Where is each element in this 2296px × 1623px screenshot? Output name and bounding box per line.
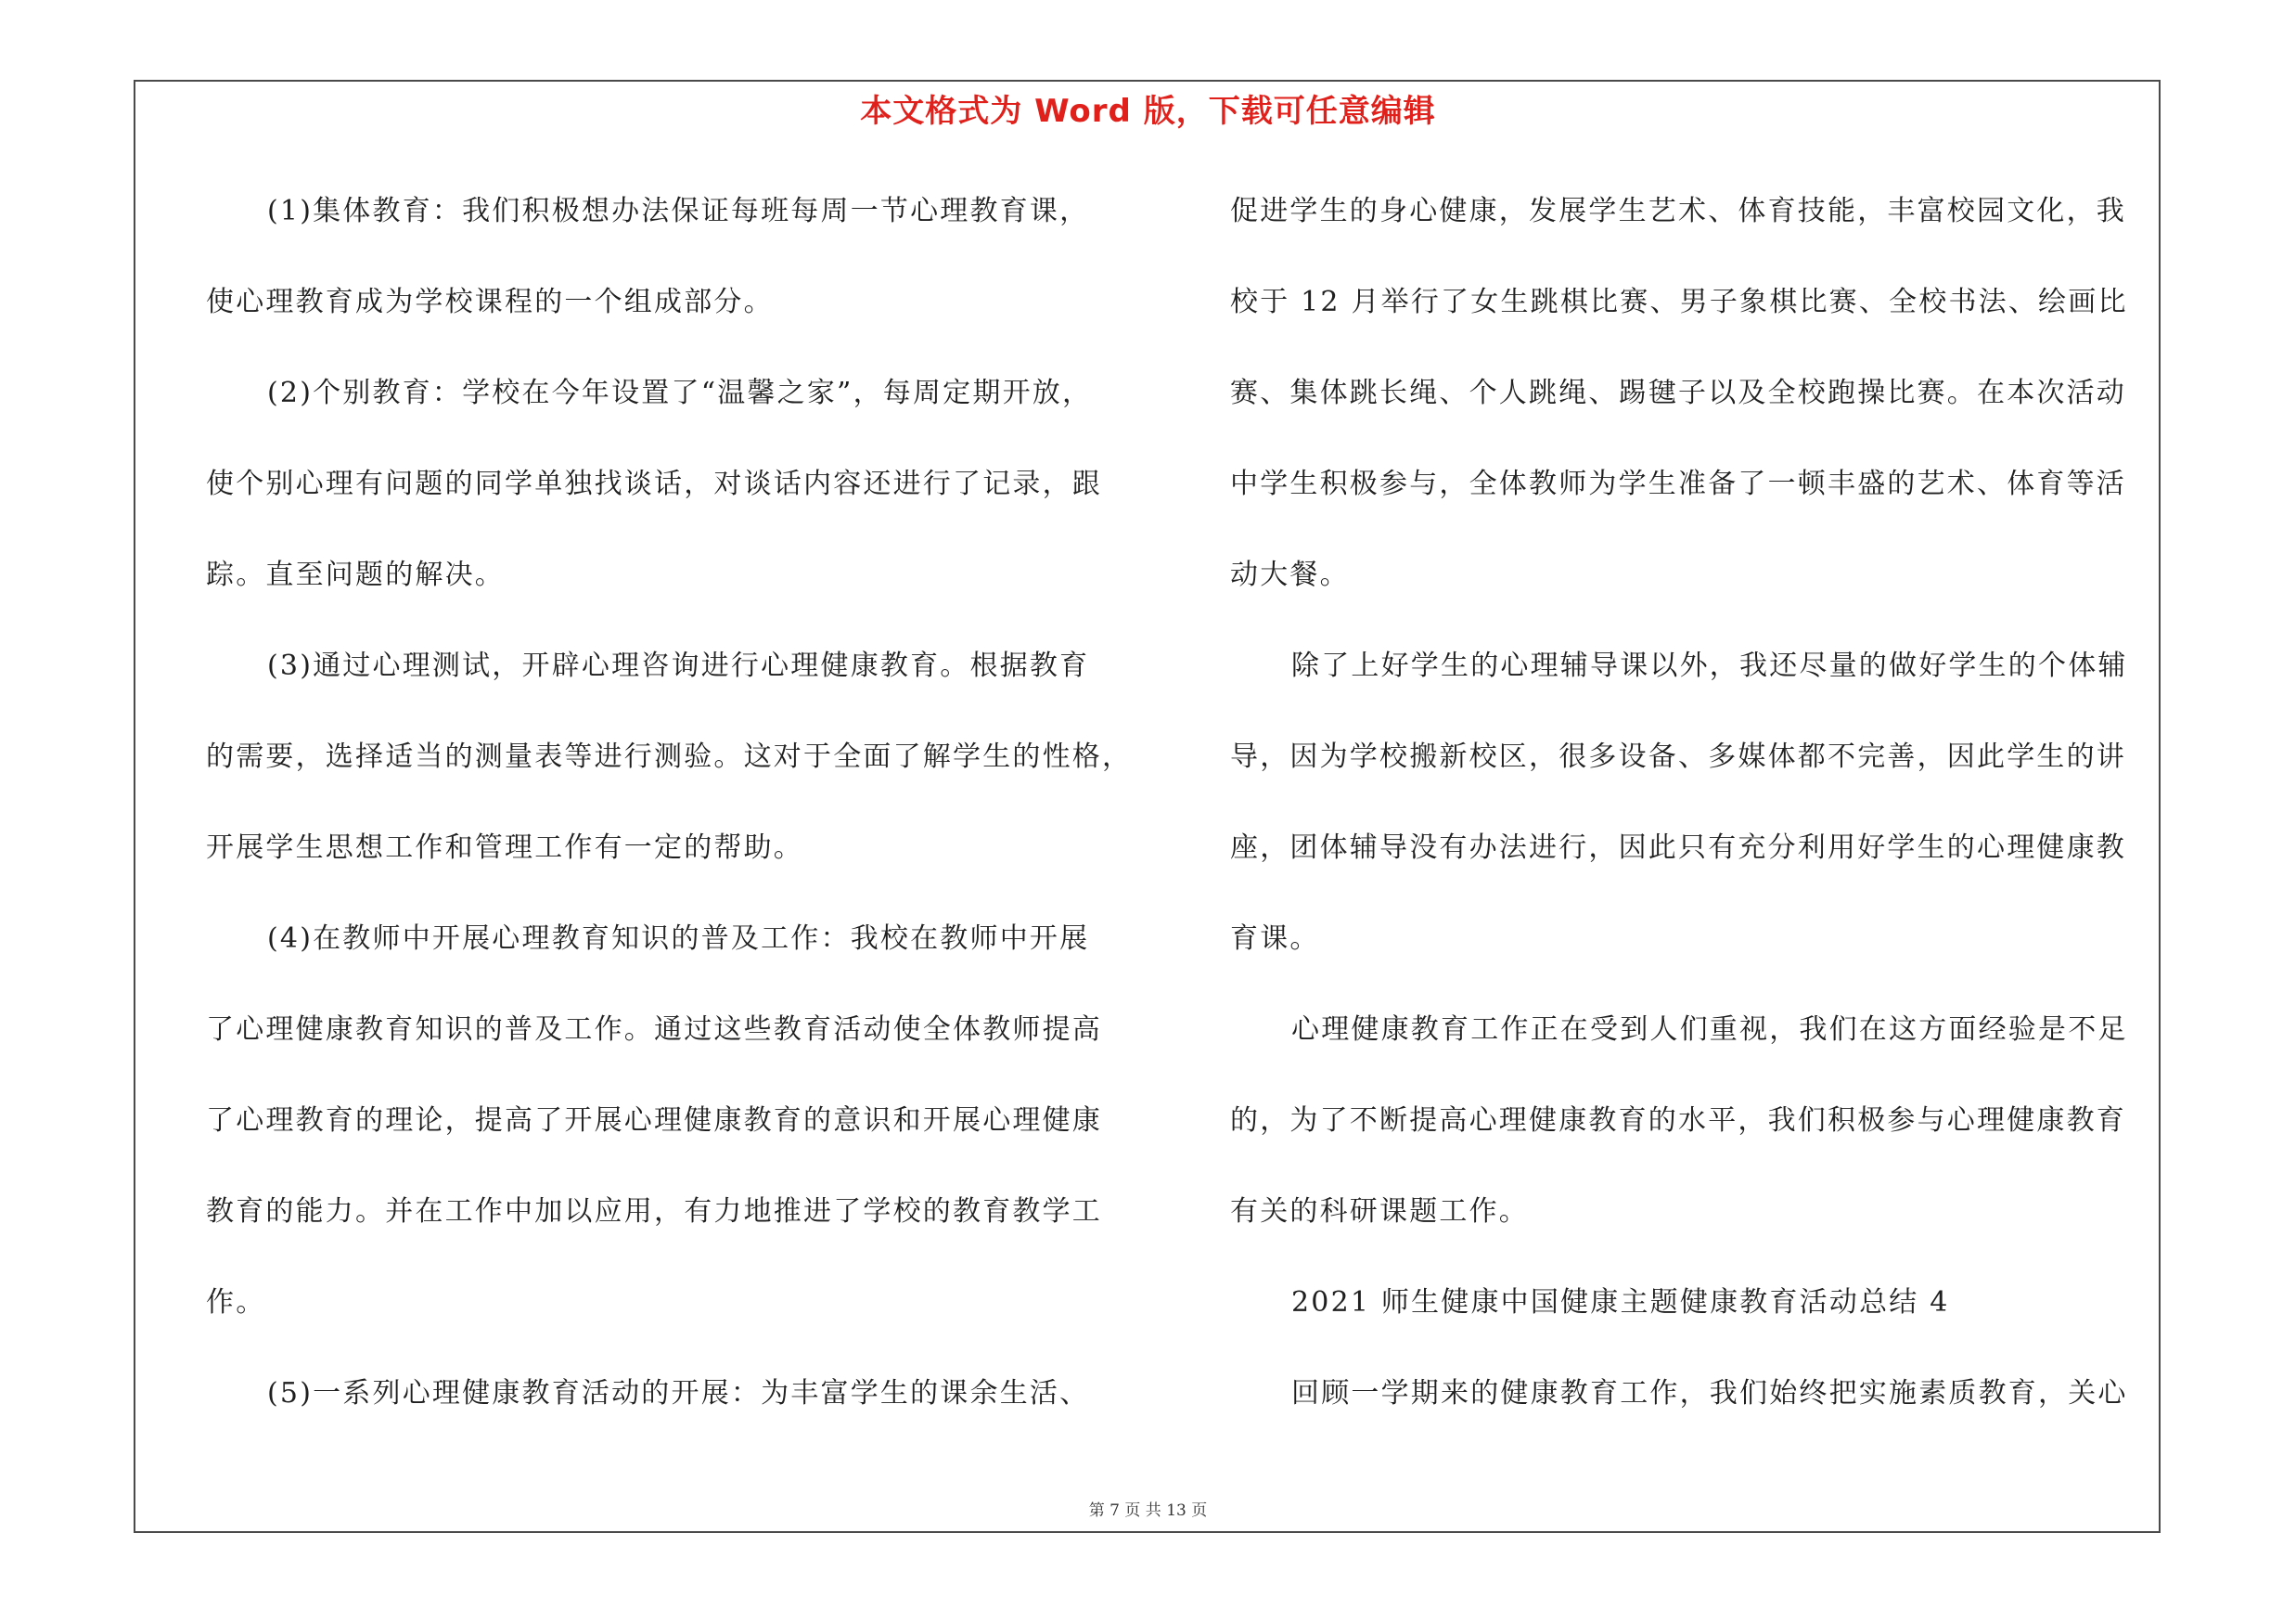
text-line: 有关的科研课题工作。 — [1230, 1195, 1529, 1228]
text-line: 育课。 — [1230, 922, 1320, 955]
text-line: (1)集体教育：我们积极想办法保证每班每周一节心理教育课， — [267, 195, 1090, 227]
format-notice-banner: 本文格式为 Word 版，下载可任意编辑 — [860, 93, 1436, 130]
text-line: 导，因为学校搬新校区，很多设备、多媒体都不完善，因此学生的讲 — [1230, 741, 2126, 773]
text-line: 动大餐。 — [1230, 559, 1350, 591]
text-line: 了心理健康教育知识的普及工作。通过这些教育活动使全体教师提高 — [206, 1013, 1102, 1046]
text-line: 作。 — [206, 1286, 266, 1319]
right-text-column — [1230, 184, 2153, 1457]
text-line: 教育的能力。并在工作中加以应用，有力地推进了学校的教育教学工 — [206, 1195, 1102, 1228]
left-text-column — [206, 184, 1133, 1457]
text-line: 促进学生的身心健康，发展学生艺术、体育技能，丰富校园文化，我 — [1230, 195, 2126, 227]
text-line: 了心理教育的理论，提高了开展心理健康教育的意识和开展心理健康 — [206, 1104, 1102, 1137]
text-line: 使个别心理有问题的同学单独找谈话，对谈话内容还进行了记录，跟 — [206, 468, 1102, 500]
text-line: 踪。直至问题的解决。 — [206, 559, 505, 591]
text-line: 使心理教育成为学校课程的一个组成部分。 — [206, 286, 774, 318]
text-line: 座，团体辅导没有办法进行，因此只有充分利用好学生的心理健康教 — [1230, 831, 2126, 864]
text-line: 开展学生思想工作和管理工作有一定的帮助。 — [206, 831, 803, 864]
text-line: 赛、集体跳长绳、个人跳绳、踢毽子以及全校跑操比赛。在本次活动 — [1230, 377, 2126, 409]
text-line: 校于 12 月举行了女生跳棋比赛、男子象棋比赛、全校书法、绘画比 — [1230, 286, 2128, 318]
text-line: 的需要，选择适当的测量表等进行测验。这对于全面了解学生的性格， — [206, 741, 1133, 773]
text-line: 2021 师生健康中国健康主题健康教育活动总结 4 — [1291, 1286, 1950, 1319]
text-line: 的，为了不断提高心理健康教育的水平，我们积极参与心理健康教育 — [1230, 1104, 2126, 1137]
page-number-footer: 第 7 页 共 13 页 — [1088, 1501, 1208, 1520]
text-line: 回顾一学期来的健康教育工作，我们始终把实施素质教育，关心 — [1291, 1377, 2128, 1410]
text-line: 心理健康教育工作正在受到人们重视，我们在这方面经验是不足 — [1291, 1013, 2128, 1046]
text-line: (4)在教师中开展心理教育知识的普及工作：我校在教师中开展 — [267, 922, 1090, 955]
text-line: 除了上好学生的心理辅导课以外，我还尽量的做好学生的个体辅 — [1291, 650, 2128, 682]
text-line: (5)一系列心理健康教育活动的开展：为丰富学生的课余生活、 — [267, 1377, 1090, 1410]
text-line: (2)个别教育：学校在今年设置了“温馨之家”，每周定期开放， — [267, 377, 1093, 409]
text-line: 中学生积极参与，全体教师为学生准备了一顿丰盛的艺术、体育等活 — [1230, 468, 2126, 500]
text-line: (3)通过心理测试，开辟心理咨询进行心理健康教育。根据教育 — [267, 650, 1090, 682]
